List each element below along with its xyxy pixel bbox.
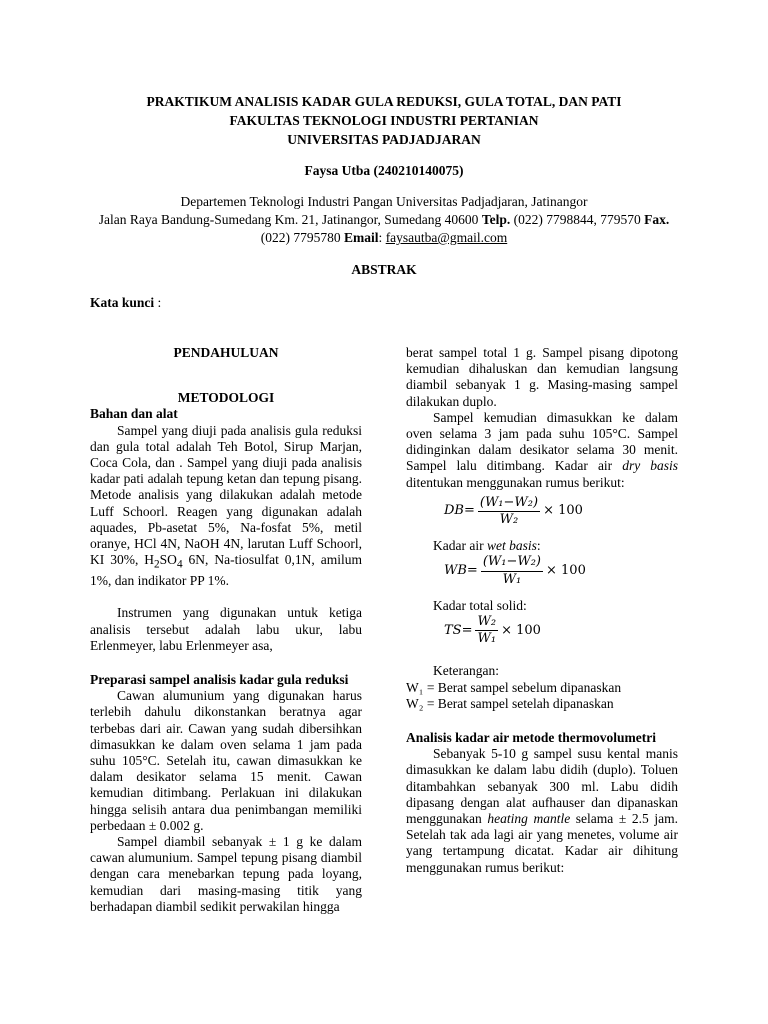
bahan-paragraph-2: Instrumen yang digunakan untuk ketiga analisis tersebut adalah labu ukur, labu Erlenmeyer, labu Erlenmeyer asa, [90, 605, 362, 653]
thermo-heading: Analisis kadar air metode thermovolumetri [406, 730, 656, 746]
left-column [90, 345, 362, 915]
sub-2: 2 [154, 558, 160, 571]
title-line-2: FAKULTAS TEKNOLOGI INDUSTRI PERTANIAN [229, 113, 539, 128]
eq-ts-denominator: W₁ [477, 631, 497, 647]
keywords-label: Kata kunci [90, 295, 155, 310]
document-title [0, 92, 768, 149]
title-line-1: PRAKTIKUM ANALISIS KADAR GULA REDUKSI, GULA TOTAL, DAN PATI [146, 94, 622, 109]
eq-ts-multiplier: × 100 [501, 622, 541, 638]
fax-label: Fax. [644, 212, 670, 227]
right-paragraph-2 [406, 410, 678, 491]
eq-db-numerator: (W₁−W₂) [478, 495, 540, 512]
equation-db [444, 495, 678, 528]
wet-label-a: Kadar air [433, 538, 487, 554]
eq-wb-denominator: W₁ [502, 571, 522, 587]
eq-ts-numerator: W₂ [475, 614, 498, 631]
wet-label-italic: wet basis [486, 538, 537, 554]
bahan-paragraph-1 [90, 423, 362, 590]
affiliation-line-2 [0, 211, 768, 229]
eq-db-denominator: W₂ [499, 512, 519, 528]
telp-label: Telp. [481, 212, 511, 227]
author: Faysa Utba (240210140075) [304, 163, 464, 178]
keterangan-label: Keterangan: [433, 663, 499, 679]
email-link[interactable]: faysautba@gmail.com [385, 230, 508, 245]
bahan-p1-text-c: 6N, Na-tiosulfat 0,1N, amilum 1%, dan indikator PP 1%. [90, 552, 362, 589]
eq-db-fraction [478, 495, 540, 528]
eq-ts-fraction [475, 614, 498, 647]
w1-definition: W₁ = Berat sampel sebelum dipanaskan [406, 679, 622, 695]
affiliation [0, 193, 768, 247]
thermo-paragraph [406, 746, 678, 876]
fax-value: (022) 7795780 [260, 230, 345, 245]
p2-text-a: Sampel kemudian dimasukkan ke dalam oven selama 3 jam pada suhu 105°C. Sampel didinginkan dalam desikator selama 30 menit. Sampel lalu ditimbang. Kadar air [406, 409, 678, 474]
eq-wb-multiplier: × 100 [546, 563, 586, 579]
right-paragraph-1: berat sampel total 1 g. Sampel pisang dipotong kemudian dihaluskan dan kemudian langsung diambil sebanyak 1 g. Masing-masing sampel dilakukan duplo. [406, 345, 678, 409]
email-label: Email [344, 230, 379, 245]
thermo-text-a: Sebanyak 5-10 g sampel susu kental manis dimasukkan ke dalam labu didih (duplo). Toluen ditambahkan sebanyak 300 ml. Labu didih dipasang dengan alat aufhauser dan dipanaskan menggunakan [406, 746, 678, 827]
eq-ts-lhs: TS= [444, 622, 473, 638]
email-sep: : [378, 230, 386, 245]
thermo-italic: heating mantle [487, 811, 571, 827]
p2-text-b: ditentukan menggunakan rumus berikut: [406, 474, 625, 490]
prep-paragraph-1: Cawan alumunium yang digunakan harus terlebih dahulu dikonstankan beratnya agar terbebas dari air. Cawan yang sudah dibersihkan dimasukkan ke dalam oven selama 1 jam pada suhu 105°C. Setelah itu, cawan dimasukkan ke dalam desikator selama 15 menit. Cawan kemudian ditimbang. Perlakuan ini dilakukan hingga selisih antara dua penimbangan memiliki perbedaan ± 0.002 g. [90, 688, 362, 833]
eq-wb-lhs: WB= [444, 563, 478, 579]
keywords [90, 295, 161, 311]
affiliation-line-1: Departemen Teknologi Industri Pangan Universitas Padjadjaran, Jatinangor [180, 194, 588, 209]
wet-label-b: : [536, 538, 541, 554]
wet-basis-label [433, 538, 678, 554]
right-column [406, 345, 678, 876]
total-solid-label: Kadar total solid: [433, 597, 527, 613]
bahan-p1-text-a: Sampel yang diuji pada analisis gula reduksi dan gula total adalah Teh Botol, Sirup Marjan, Coca Cola, dan . Sampel yang diuji pada analisis kadar pati adalah tepung ketan dan tepung pisang. Metode analisis yang dilakukan adalah metode Luff Schoorl. Reagen yang digunakan adalah aquades, Pb-asetat 5%, Na-fosfat 5%, metil oranye, HCl 4N, NaOH 4N, larutan Luff Schoorl, KI 30%, H [90, 422, 362, 568]
pendahuluan-heading: PENDAHULUAN [173, 345, 279, 360]
metodologi-heading: METODOLOGI [177, 390, 275, 406]
thermo-text-b: selama ± 2.5 jam. Setelah tak ada lagi air yang menetes, volume air yang tertampung dicatat. Kadar air dihitung menggunakan rumus berikut: [406, 811, 678, 875]
affiliation-line-3 [0, 229, 768, 247]
telp-value: (022) 7798844, 779570 [510, 212, 645, 227]
sub-4: 4 [176, 558, 183, 571]
prep-heading: Preparasi sampel analisis kadar gula reduksi [90, 671, 349, 687]
equation-wb [444, 554, 678, 587]
keywords-sep: : [154, 295, 162, 310]
title-line-3: UNIVERSITAS PADJADJARAN [287, 132, 481, 147]
bahan-p1-text-b: SO [159, 552, 177, 568]
abstract-heading: ABSTRAK [351, 262, 417, 277]
eq-wb-fraction [481, 554, 543, 587]
eq-db-multiplier: × 100 [543, 503, 583, 519]
w2-definition: W₂ = Berat sampel setelah dipanaskan [406, 695, 614, 711]
eq-wb-numerator: (W₁−W₂) [481, 554, 543, 571]
prep-paragraph-2: Sampel diambil sebanyak ± 1 g ke dalam cawan alumunium. Sampel tepung pisang diambil dengan cara menebarkan tepung pada loyang, kemudian dari masing-masing titik yang berhadapan diambil sedikit perwakilan hingga [90, 833, 362, 914]
address: Jalan Raya Bandung-Sumedang Km. 21, Jatinangor, Sumedang 40600 [98, 212, 482, 227]
bahan-heading: Bahan dan alat [90, 406, 178, 422]
eq-db-lhs: DB= [444, 503, 475, 519]
equation-ts [444, 614, 678, 647]
p2-italic: dry basis [622, 458, 678, 474]
